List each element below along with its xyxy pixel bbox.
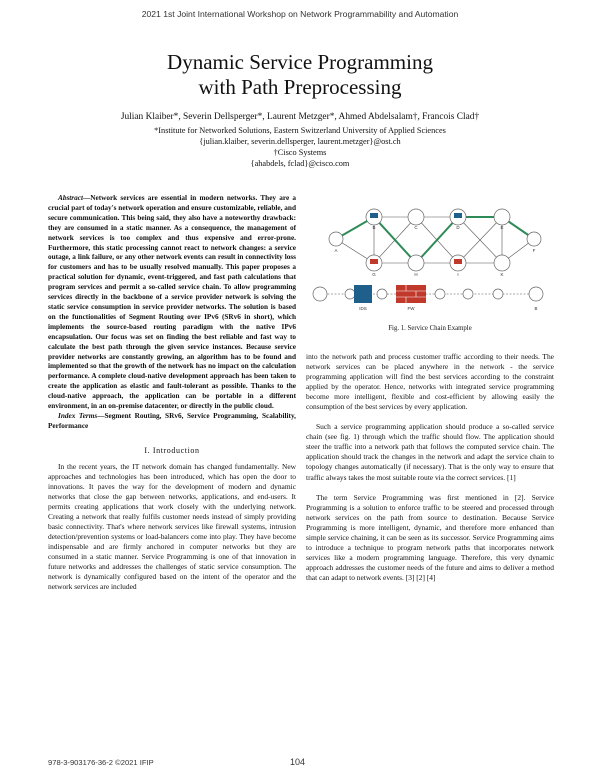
right-paragraph-1: Such a service programming application should produce a so-called service chain (see fig. 1) through which the traffic should flow. The application should steer the traffic into a network path that follows the computed service chain. The application should track the changes in the network and adapt the service chain to topology changes automatically (if necessary). That is the only way to ensure that traffic always takes the most suitable route via the correct services. [1] — [306, 422, 554, 482]
right-column — [306, 352, 554, 583]
title-line-1: Dynamic Service Programming — [167, 50, 433, 74]
section-heading: I. Introduction — [144, 445, 200, 455]
node-label: B — [534, 306, 538, 311]
ids-label: IDS — [359, 306, 367, 311]
index-terms-text: —Segment Routing, SRv6, Service Programming, Scalability, Performance — [48, 411, 296, 430]
firewall-service-icon — [370, 259, 378, 264]
title-line-2: with Path Preprocessing — [198, 75, 402, 99]
index-terms-label: Index Terms — [58, 411, 98, 420]
left-column — [48, 194, 296, 592]
paper-title — [0, 50, 600, 100]
node-label: G — [372, 272, 376, 277]
firewall-block — [396, 285, 426, 303]
abstract-label: Abstract — [58, 194, 83, 202]
ids-block — [354, 285, 372, 303]
right-paragraph-0: into the network path and process customer traffic according to their needs. The network services can be placed anywhere in the network - the service programming application will find the best services according to the constraint applied by the operator. Hence, networks with integrated service programming become more intelligent, flexible and cost-efficient by allowing easily the consumption of the best services by every application. — [306, 352, 554, 412]
abstract — [48, 194, 296, 412]
fw-label: FW — [407, 306, 415, 311]
node-label: K — [500, 272, 504, 277]
node-label: D — [456, 225, 460, 230]
node-label: H — [414, 272, 418, 277]
node-label: I — [457, 272, 459, 277]
node-label: B — [372, 225, 376, 230]
right-paragraph-2: The term Service Programming was first mentioned in [2]. Service Programming is a solution to enforce traffic to be steered and processed through network services on the path from source to destination. Because Service Programming is more intelligent, dynamic, and therefore more enhanced than simple service chaining, it can be seen as its successor. Service Programming aims to introduce a technique to program network paths that incorporates network services like a modern programming language. Therefore, this very dynamic approach addresses the customer needs of the future and aims to deliver a method that can adapt to network events. [3] [2] [4] — [306, 492, 554, 582]
affiliation-1: *Institute for Networked Solutions, Eastern Switzerland University of Applied Sciences — [154, 126, 446, 135]
affiliation-2-email: {ahabdels, fclad}@cisco.com — [250, 159, 350, 168]
page-number: 104 — [290, 757, 306, 767]
footer-copyright: 978-3-903176-36-2 ©2021 IFIP — [48, 758, 154, 767]
node-label: F — [532, 248, 536, 253]
node-label: C — [414, 225, 418, 230]
author-list: Julian Klaiber*, Severin Dellsperger*, Laurent Metzger*, Ahmed Abdelsalam†, Francois Clad† — [120, 112, 480, 122]
figure-1 — [306, 197, 554, 317]
service-chain-diagram — [306, 197, 554, 317]
affiliation-2: †Cisco Systems — [273, 148, 327, 157]
conference-header: 2021 1st Joint International Workshop on Network Programmability and Automation — [141, 9, 459, 19]
index-terms — [48, 412, 296, 432]
figure-caption: Fig. 1. Service Chain Example — [388, 325, 472, 332]
ids-service-icon — [370, 213, 378, 218]
intro-paragraph-1: In the recent years, the IT network domain has changed fundamentally. New approaches and technologies has been introduced, which has open the door to innovations. It paves the way for the development of modern and dynamic networks that close the gap between networks, applications, and end-users. It permits creating applications that work closely with the underlying network. Creating a network that really fulfils customer needs instead of simply providing basic connectivity. That's where network services like firewall systems, intrusion detection/prevention systems or load-balancers come into play. They have become indispensable and are firmly anchored in computer networks but they are consumed in a static manner. Service Programming is one of that innovation in future networks and addresses the challenges of static service consumption. The network is dynamically configured based on the intent of the operator and the network services are included — [48, 461, 296, 592]
node-label: E — [500, 225, 504, 230]
affiliation-1-email: {julian.klaiber, severin.dellsperger, laurent.metzger}@ost.ch — [199, 137, 401, 146]
abstract-text: —Network services are essential in modern networks. They are a crucial part of today's network operation and ensure customizable, reliable, and secure communication. This being said, they also have a noteworthy drawback: they are consumed in a static manner. As a consequence, the management of network services is too complex and thus expensive and error-prone. Furthermore, this static processing cannot react to network changes: a service outage, a link failure, or any other network events can result in connectivity loss for customers and has to be usually resolved manually. This paper proposes a practical solution for dynamic, event-triggered, and fast path calculations that program services and permit a so-called service chain. To allow programming services directly in the backbone of a service provider network is solving the static service consumption in service provider networks. The solution is based on the functionalities of Segment Routing over IPv6 (SRv6 in short), which implements the source-based routing paradigm with the native IPv6 encapsulation. Our focus was set on finding the best reliable and fast way to calculate the best path through the given service instances. Because service provider networks are constantly growing, an algorithm has to be found and implemented so that the growth of the network has no impact on the calculation performance. A complete cloud-native development approach has been taken to create the application as elastic and fault-tolerant as possible. Thanks to the cloud-native approach, the application can be portable in a different environment, in an on-premise datacenter, or directly in the public cloud. — [48, 194, 296, 411]
node-label: A — [334, 248, 338, 253]
